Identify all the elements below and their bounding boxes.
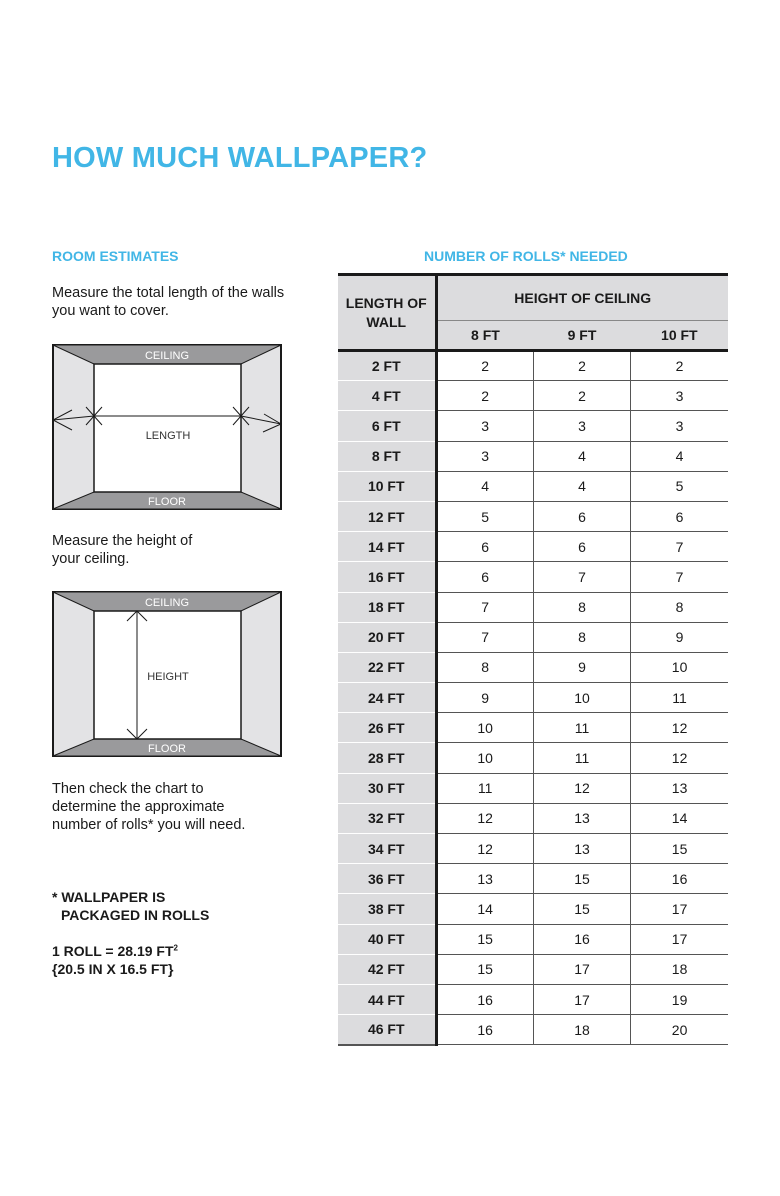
rolls-cell: 8 [436, 652, 533, 682]
wall-length-cell: 12 FT [338, 501, 436, 531]
rolls-cell: 15 [533, 894, 630, 924]
rolls-cell: 4 [631, 441, 728, 471]
rolls-cell: 13 [436, 864, 533, 894]
rolls-cell: 3 [631, 381, 728, 411]
rolls-cell: 11 [533, 713, 630, 743]
roll-dimensions-note: {20.5 IN X 16.5 FT} [52, 961, 174, 977]
table-row [338, 592, 728, 622]
height-of-ceiling-header: HEIGHT OF CEILING [436, 275, 728, 321]
rolls-cell: 10 [533, 683, 630, 713]
column-header: 9 FT [533, 321, 630, 351]
table-row [338, 562, 728, 592]
table-row [338, 803, 728, 833]
rolls-cell: 7 [631, 562, 728, 592]
height-label: HEIGHT [147, 671, 189, 683]
ceiling-height-diagram [52, 591, 282, 757]
rolls-cell: 11 [631, 683, 728, 713]
table-row [338, 954, 728, 984]
wall-length-cell: 14 FT [338, 532, 436, 562]
wall-length-cell: 22 FT [338, 652, 436, 682]
wall-length-cell: 10 FT [338, 471, 436, 501]
wall-length-cell: 30 FT [338, 773, 436, 803]
wall-length-cell: 42 FT [338, 954, 436, 984]
table-row [338, 834, 728, 864]
rolls-cell: 6 [533, 532, 630, 562]
floor-label: FLOOR [148, 743, 186, 755]
room-length-diagram [52, 344, 282, 510]
page-title: HOW MUCH WALLPAPER? [52, 142, 428, 174]
rolls-cell: 18 [533, 1015, 630, 1045]
rolls-cell: 15 [631, 834, 728, 864]
rolls-cell: 8 [533, 592, 630, 622]
rolls-cell: 15 [533, 864, 630, 894]
rolls-table [338, 273, 728, 1046]
wall-length-cell: 34 FT [338, 834, 436, 864]
wall-length-cell: 36 FT [338, 864, 436, 894]
table-row [338, 1015, 728, 1045]
rolls-cell: 5 [631, 471, 728, 501]
table-row [338, 683, 728, 713]
rolls-cell: 4 [533, 471, 630, 501]
rolls-cell: 12 [631, 713, 728, 743]
rolls-cell: 16 [533, 924, 630, 954]
table-row [338, 984, 728, 1014]
rolls-cell: 5 [436, 501, 533, 531]
instruction-check-chart: Then check the chart to determine the approximate number of rolls* you will need. [52, 781, 246, 833]
rolls-cell: 2 [533, 381, 630, 411]
rolls-cell: 7 [631, 532, 728, 562]
rolls-cell: 7 [533, 562, 630, 592]
roll-size-text: 1 ROLL = 28.19 FT [52, 943, 174, 959]
rolls-cell: 14 [631, 803, 728, 833]
rolls-cell: 6 [436, 532, 533, 562]
wall-length-cell: 32 FT [338, 803, 436, 833]
rolls-cell: 17 [631, 924, 728, 954]
rolls-cell: 3 [436, 411, 533, 441]
rolls-needed-heading: NUMBER OF ROLLS* NEEDED [424, 248, 628, 264]
floor-label: FLOOR [148, 496, 186, 508]
rolls-cell: 12 [631, 743, 728, 773]
rolls-cell: 6 [631, 501, 728, 531]
wall-length-cell: 46 FT [338, 1015, 436, 1045]
rolls-cell: 8 [533, 622, 630, 652]
rolls-cell: 12 [436, 803, 533, 833]
rolls-cell: 2 [533, 351, 630, 381]
rolls-cell: 17 [533, 984, 630, 1014]
length-of-wall-header: LENGTH OF WALL [338, 275, 436, 351]
table-row [338, 471, 728, 501]
wall-length-cell: 8 FT [338, 441, 436, 471]
table-row [338, 652, 728, 682]
rolls-cell: 11 [436, 773, 533, 803]
rolls-cell: 17 [533, 954, 630, 984]
packaging-note-line2: PACKAGED IN ROLLS [61, 907, 210, 923]
table-row [338, 532, 728, 562]
wall-length-cell: 20 FT [338, 622, 436, 652]
wall-length-cell: 2 FT [338, 351, 436, 381]
length-label: LENGTH [145, 430, 191, 442]
rolls-cell: 6 [436, 562, 533, 592]
wall-length-cell: 24 FT [338, 683, 436, 713]
table-row [338, 864, 728, 894]
rolls-cell: 16 [436, 984, 533, 1014]
table-row [338, 501, 728, 531]
rolls-cell: 16 [631, 864, 728, 894]
instruction-measure-height: Measure the height of your ceiling. [52, 533, 193, 567]
rolls-cell: 9 [533, 652, 630, 682]
wall-length-cell: 16 FT [338, 562, 436, 592]
table-row [338, 743, 728, 773]
rolls-cell: 2 [436, 351, 533, 381]
rolls-cell: 13 [631, 773, 728, 803]
rolls-cell: 7 [436, 592, 533, 622]
rolls-cell: 9 [631, 622, 728, 652]
instruction-measure-length: Measure the total length of the walls you want to cover. [52, 285, 285, 319]
rolls-table-body [338, 351, 728, 1045]
rolls-cell: 6 [533, 501, 630, 531]
rolls-cell: 12 [436, 834, 533, 864]
column-header: 10 FT [631, 321, 728, 351]
rolls-cell: 10 [436, 713, 533, 743]
column-header: 8 FT [436, 321, 533, 351]
rolls-cell: 20 [631, 1015, 728, 1045]
rolls-cell: 16 [436, 1015, 533, 1045]
rolls-cell: 3 [533, 411, 630, 441]
table-row [338, 381, 728, 411]
wall-length-cell: 44 FT [338, 984, 436, 1014]
packaging-note: * WALLPAPER IS [52, 889, 166, 905]
rolls-cell: 9 [436, 683, 533, 713]
table-row [338, 622, 728, 652]
rolls-cell: 15 [436, 954, 533, 984]
wall-length-cell: 28 FT [338, 743, 436, 773]
table-row [338, 351, 728, 381]
wall-length-cell: 40 FT [338, 924, 436, 954]
table-row [338, 894, 728, 924]
rolls-cell: 13 [533, 834, 630, 864]
rolls-cell: 4 [533, 441, 630, 471]
rolls-cell: 15 [436, 924, 533, 954]
rolls-cell: 10 [436, 743, 533, 773]
table-row [338, 713, 728, 743]
table-row [338, 411, 728, 441]
rolls-cell: 18 [631, 954, 728, 984]
rolls-cell: 14 [436, 894, 533, 924]
wall-length-cell: 18 FT [338, 592, 436, 622]
rolls-cell: 3 [631, 411, 728, 441]
rolls-cell: 13 [533, 803, 630, 833]
rolls-cell: 19 [631, 984, 728, 1014]
roll-size-note [52, 942, 178, 960]
table-row [338, 441, 728, 471]
rolls-cell: 2 [631, 351, 728, 381]
rolls-cell: 2 [436, 381, 533, 411]
wall-length-cell: 6 FT [338, 411, 436, 441]
table-row [338, 924, 728, 954]
room-estimates-heading: ROOM ESTIMATES [52, 248, 179, 264]
rolls-cell: 3 [436, 441, 533, 471]
roll-size-sup: 2 [173, 943, 178, 953]
wall-length-cell: 26 FT [338, 713, 436, 743]
table-row [338, 773, 728, 803]
rolls-cell: 8 [631, 592, 728, 622]
rolls-cell: 4 [436, 471, 533, 501]
rolls-cell: 11 [533, 743, 630, 773]
wall-length-cell: 38 FT [338, 894, 436, 924]
ceiling-label: CEILING [144, 597, 190, 609]
rolls-cell: 10 [631, 652, 728, 682]
rolls-cell: 17 [631, 894, 728, 924]
rolls-cell: 7 [436, 622, 533, 652]
ceiling-label: CEILING [144, 350, 190, 362]
rolls-cell: 12 [533, 773, 630, 803]
wall-length-cell: 4 FT [338, 381, 436, 411]
